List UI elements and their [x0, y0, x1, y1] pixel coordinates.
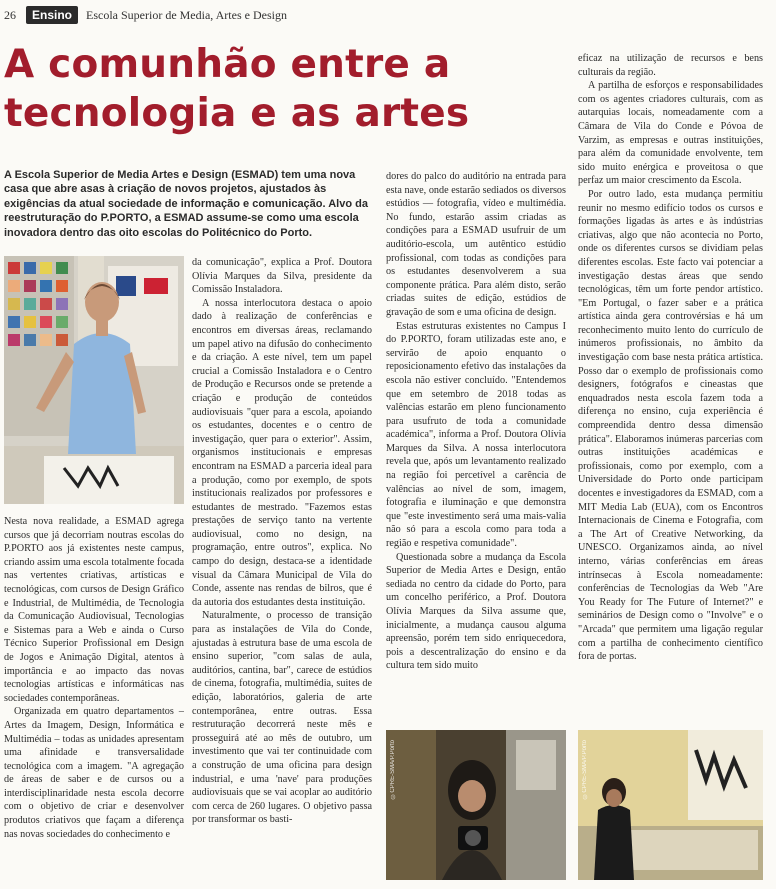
paragraph: A nossa interlocutora destaca o apoio dado à realização de conferências e encontros em diversas áreas, reclamando um papel ativo na difusão do conhecimento e da criação. A este nível, tem um papel crucial a Comissão Instaladora e o Centro de Produção e Recursos onde se pretende a criação e produção de conteúdos audiovisuais "quer para a escola, apoiando os estudantes, docentes e o centro de investigação, quer para o exterior". Assim, organismos institucionais e empresas encontram na ESMAD a parceria ideal para a produção, como por exemplo, de spots institucionais realizados por professores e estudantes de mestrado. "Fazemos estas prestações de serviço tanto na vertente audiovisual, como no design, na programação, entre outros", explica. No campo do design, destaca-se a identidade visual da Câmara Municipal de Vila do Conde, assente nas rendas de bilros, que é da autoria dos estudantes desta instituição.	[192, 297, 372, 608]
paragraph: Por outro lado, esta mudança permitiu reunir no mesmo edifício todos os cursos e formações ligadas às artes e às indústrias criativas, algo que não acontecia no Porto, onde os diferentes cursos se dividiam pelas diferentes escolas. Este facto vai potenciar a investigação destas áreas que sendo tecnológicas, têm um forte pendor artístico. "Em Portugal, o fazer saber e a prática artística ainda gera controvérsias e há um reconhecimento muito lento do currículo de inúmeros profissionais, no âmbito da investigação com base nesta prática artística. Posso dar o exemplo de profissionais como designers, fotógrafos e cineastas que enquadrados nesta escola fazem toda a diferença no ensino, cuja experiência é compreendida dentro dessa dimensão prática". Elaboramos inúmeras parcerias com outras instituições académicas e profissionais, como por exemplo, com a Universidade do Porto onde participam docentes e investigadores da ESMAD, com a MIT Media Lab (EUA), com os Encontros Internacionais de Cinema e Fotografia, com a The Art of Creative Networking, da UNESCO. Organizamos ainda, ao nível interno, várias conferências em áreas intrínsecas à Escola nomeadamente: conferências de Tecnologias da Web "Are You Ready for The Future of Internet?" e seminários de Design como o "Involve" e o "Arcada" que permitem uma ligação regular com a partilha de conhecimento científico fora de portas.	[578, 188, 763, 663]
article-title	[4, 40, 564, 138]
photo-student-camera-illustration	[386, 730, 566, 880]
photo-student-studio-illustration	[578, 730, 763, 880]
section-subtitle: Escola Superior de Media, Artes e Design	[86, 8, 287, 22]
photo-credit: ©CPRE-SMA/P.Porto	[582, 740, 588, 799]
article-column-4	[578, 52, 763, 720]
article-column-1	[4, 515, 184, 885]
photo-portrait	[4, 256, 184, 504]
paragraph: Organizada em quatro departamentos – Artes da Imagem, Design, Informática e Multimédia – todas as unidades apresentam uma afinidade e transversalidade tecnológica com a imagem. "A agregação de áreas de saber e de cursos ou a interdisciplinaridade nesta escola decorre com o objetivo de criar e desenvolver produtos criativos que façam a diferença nas novas sociedades do conhecimento e	[4, 706, 184, 840]
paragraph: da comunicação", explica a Prof. Doutora Olívia Marques da Silva, presidente da Comissão Instaladora.	[192, 257, 372, 296]
paragraph: A partilha de esforços e responsabilidades com os agentes criadores culturais, com as autarquias locais, nomeadamente com a Câmara de Vila do Conde e Póvoa de Varzim, as empresas e outras instituições, para além da comunidade envolvente, tem sido muito enérgica e proveitosa o que perfaz um maior crescimento da Escola.	[578, 80, 763, 187]
paragraph: Questionada sobre a mudança da Escola Superior de Media Artes e Design, então sediada no centro da cidade do Porto, para um concelho periférico, a Prof. Doutora Olívia Marques da Silva assume que, inicialmente, a mudança causou alguma apreensão, porém tem sido enriquecedora, pois a descentralização do ensino e da cultura tem sido muito	[386, 551, 566, 672]
photo-student-studio	[578, 730, 763, 880]
paragraph: Naturalmente, o processo de transição para as instalações de Vila do Conde, ajustadas à estrutura base de uma escola de ensino superior, "com salas de aula, auditórios, cantina, bar", carece de estúdios de cinema, fotografia, multimédia, suites de edição, laboratórios, galeria de arte contemporânea, entre outras. Essa restruturação decorrerá neste mês e prosseguirá até ao mês de outubro, um investimento que vai ter continuidade com a construção de uma oficina para design industrial, e uma 'nave' para produções audiovisuais que se vai acoplar ao auditório com cerca de 260 lugares. O objetivo passa por transformar os basti-	[192, 610, 372, 826]
photo-student-camera	[386, 730, 566, 880]
article-lead: A Escola Superior de Media Artes e Design (ESMAD) tem uma nova casa que abre asas à criação de novos projetos, ajustados às exigências da atual sociedade de informação e comunicação. Alvo da reestruturação do P.PORTO, a ESMAD assume-se como uma escola inovadora dentro das oito escolas do Politécnico do Porto.	[4, 169, 368, 239]
paragraph: Nesta nova realidade, a ESMAD agrega cursos que já decorriam noutras escolas do P.PORTO aos já existentes neste campus, criando assim uma escola totalmente focada nas vertentes criativas, artísticas e tecnológicas, com cursos de Design Gráfico e Industrial, de Multimédia, de Tecnologia da Comunicação Audiovisual, Tecnologias e Sistemas para a Web e ainda o Curso Técnico Superior Profissional em Design de Jogos e Animação Digital, atentos à importância e ao impacto das novas tecnologias artísticas e informáticas nas sociedades contemporâneas.	[4, 516, 184, 704]
page-number: 26	[4, 8, 16, 22]
article-column-2	[192, 256, 372, 886]
paragraph: eficaz na utilização de recursos e bens culturais da região.	[578, 53, 763, 78]
title-line-1: A comunhão entre a	[4, 42, 451, 87]
paragraph: Estas estruturas existentes no Campus I do P.PORTO, foram utilizadas este ano, e servirão de apoio enquanto o reposicionamento efetivo das instalações da escola não estiver concluído. "Entendemos que em setembro de 2018 todas as valências estarão em pleno funcionamento para usufruto de toda a comunidade académica", informa a Prof. Doutora Olívia Marques da Silva. A nossa interlocutora revela que, após um levantamento realizado na região foi percetível a carência de valências ao nível de som, imagem, fotografia e iluminação e que demonstra que "este investimento será uma mais-valia não só para a escola como para toda a região e respetiva comunidade".	[386, 320, 566, 550]
photo-portrait-illustration	[4, 256, 184, 504]
section-tag: Ensino	[26, 6, 78, 24]
photo-credit: ©CPRE-SMA/P.Porto	[390, 740, 396, 799]
title-line-2: tecnologia e as artes	[4, 91, 470, 136]
paragraph: dores do palco do auditório na entrada para esta nave, onde estarão sediados os diversos estúdios — fotografia, vídeo e multimédia. No fundo, estarão assim criadas as condições para a ESMAD usufruir de um auditório-escola, um autêntico estúdio profissional, com todas as condições para os estudantes desenvolverem a sua componente prática. Para além disto, serão criadas suites de edição, estúdios de gravação de som e uma oficina de design.	[386, 171, 566, 318]
page-header	[0, 0, 776, 30]
article-column-3	[386, 170, 566, 720]
